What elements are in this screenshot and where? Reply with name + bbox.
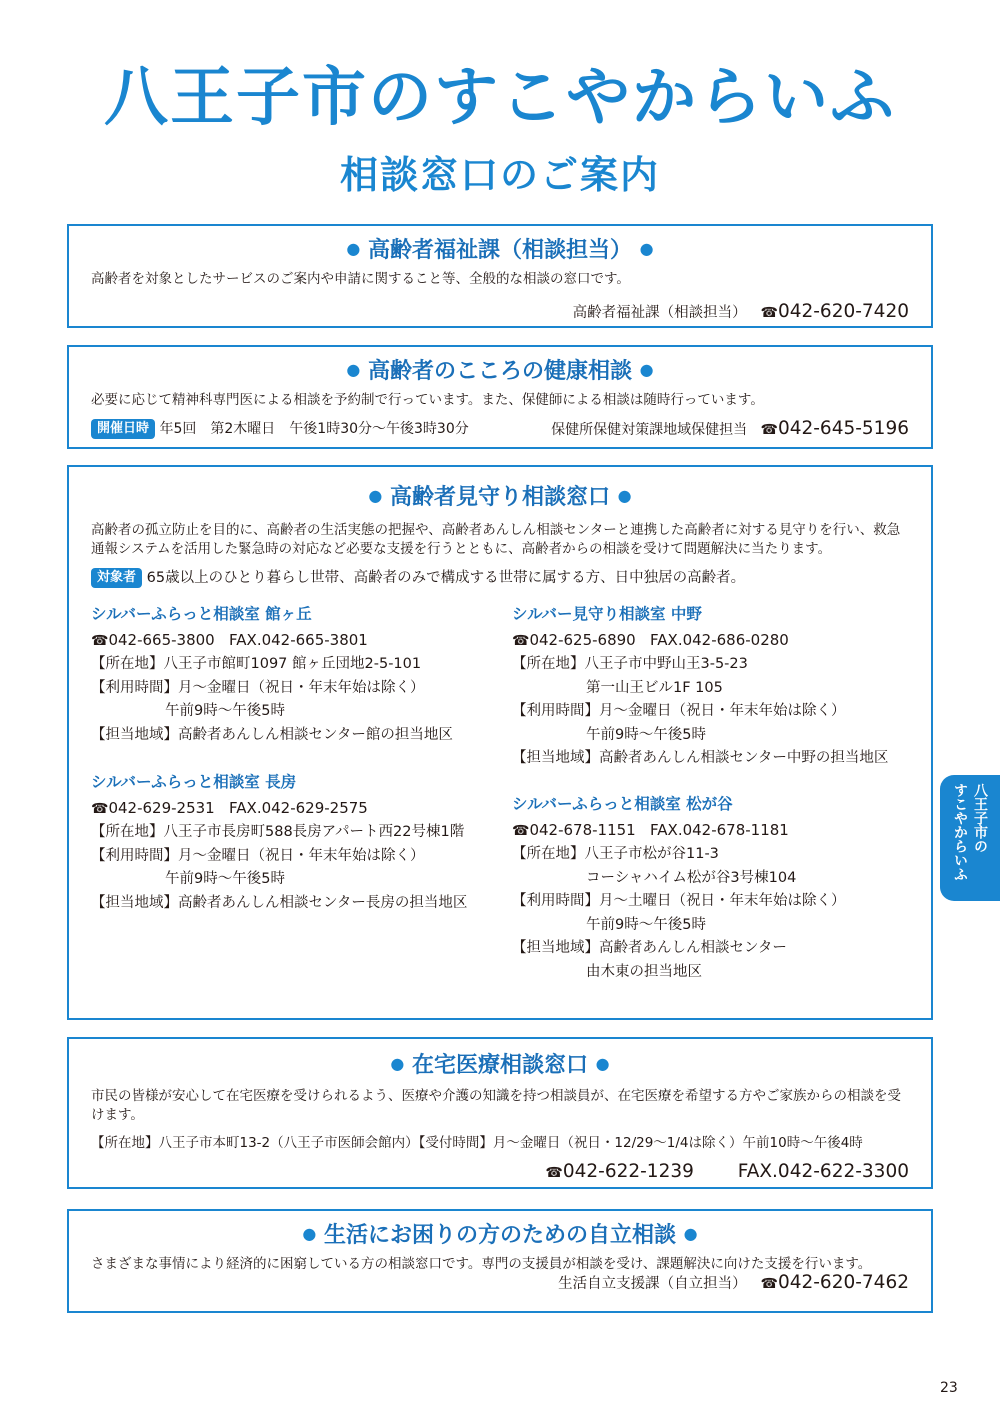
- fax-number: FAX.042-678-1181: [650, 820, 789, 839]
- target-row: [69, 567, 931, 589]
- address-label: 【所在地】: [91, 824, 164, 840]
- hours-label: 【利用時間】: [91, 847, 178, 864]
- phone-icon: ☎: [91, 800, 109, 817]
- area-label: 【担当地域】: [512, 750, 599, 766]
- box-home-medical: [67, 1037, 933, 1189]
- address-text: 八王子市中野山王3-5-23: [584, 656, 748, 672]
- office-contact: [91, 629, 511, 654]
- address-text: 第一山王ビル1F 105: [586, 679, 723, 696]
- department-name: 生活自立支援課（自立担当）: [558, 1276, 747, 1292]
- side-tab-line1: 八王子市の: [972, 783, 988, 853]
- area-text: 由木東の担当地区: [586, 963, 702, 980]
- hours-label: 【利用時間】: [512, 893, 599, 909]
- office-tategaoka: [91, 603, 511, 747]
- box-elderly-welfare: [67, 224, 933, 328]
- box-description: 市民の皆様が安心して在宅医療を受けられるよう、医療や介護の知識を持つ相談員が、在宅医療を希望する方やご家族からの相談を受けます。: [91, 1088, 901, 1123]
- box-title-text: 高齢者見守り相談窓口: [389, 485, 610, 510]
- bullet-icon: ●: [617, 486, 632, 505]
- phone-icon: ☎: [760, 1276, 778, 1292]
- box-description: 必要に応じて精神科専門医による相談を予約制で行っています。また、保健師による相談は随時行っています。: [91, 392, 764, 408]
- fax-number: FAX.042-665-3801: [229, 630, 368, 649]
- bullet-icon: ●: [346, 239, 361, 258]
- office-nagafusa: [91, 771, 511, 915]
- box-description: 高齢者を対象としたサービスのご案内や申請に関すること等、全般的な相談の窓口です。: [91, 271, 630, 287]
- phone-number: 042-622-1239: [562, 1161, 694, 1182]
- area-label: 【担当地域】: [512, 940, 599, 956]
- phone-icon: ☎: [512, 822, 530, 839]
- office-name: シルバー見守り相談室 中野: [512, 605, 702, 623]
- department-name: 高齢者福祉課（相談担当）: [572, 305, 747, 321]
- box-title: [69, 355, 931, 387]
- area-text: 高齢者あんしん相談センター館の担当地区: [178, 726, 453, 743]
- hours-text: 月～土曜日（祝日・年末年始は除く）: [599, 893, 846, 909]
- phone-icon: ☎: [760, 422, 778, 438]
- hours-label: 【利用時間】: [512, 703, 599, 719]
- side-tab-line2: すこやからいふ: [952, 783, 968, 881]
- phone-number: 042-665-3800: [108, 630, 215, 649]
- contact-info: [69, 1161, 931, 1182]
- area-text: 高齢者あんしん相談センター長房の担当地区: [178, 894, 468, 911]
- bullet-icon: ●: [595, 1054, 610, 1073]
- address-hours-row: 【所在地】八王子市本町13-2（八王子市医師会館内）【受付時間】月～金曜日（祝日・12/29～1/4は除く）午前10時～午後4時: [91, 1135, 863, 1151]
- box-description: さまざまな事情により経済的に困窮している方の相談窓口です。専門の支援員が相談を受け、課題解決に向けた支援を行います。: [91, 1256, 872, 1272]
- box-title-text: 生活にお困りの方のための自立相談: [323, 1223, 676, 1248]
- hours-label: 【利用時間】: [91, 679, 178, 696]
- phone-number: 042-629-2531: [108, 798, 215, 817]
- box-mental-health: [67, 345, 933, 449]
- schedule-row: [69, 418, 931, 439]
- box-title: [69, 1049, 931, 1081]
- contact-info: [69, 299, 931, 326]
- bullet-icon: ●: [639, 239, 654, 258]
- office-contact: [512, 819, 932, 844]
- phone-number: 042-678-1151: [529, 820, 636, 839]
- office-nakano: [512, 603, 932, 771]
- contact-info: [69, 1270, 931, 1297]
- box-title: [69, 234, 931, 266]
- target-text: 65歳以上のひとり暮らし世帯、高齢者のみで構成する世帯に属する方、日中独居の高齢者。: [146, 570, 746, 586]
- address-label: 【所在地】: [512, 846, 585, 862]
- office-matsugaya: [512, 793, 932, 984]
- target-badge: 対象者: [91, 568, 142, 588]
- office-name: シルバーふらっと相談室 長房: [91, 773, 297, 791]
- phone-number: 042-620-7420: [777, 301, 909, 322]
- box-title-text: 高齢者のこころの健康相談: [367, 359, 632, 384]
- bullet-icon: ●: [346, 360, 361, 379]
- bullet-icon: ●: [639, 360, 654, 379]
- area-label: 【担当地域】: [91, 726, 178, 743]
- hours-text: 午前9時～午後5時: [586, 916, 706, 933]
- hours-text: 月～金曜日（祝日・年末年始は除く）: [178, 847, 425, 864]
- fax-number: FAX.042-629-2575: [229, 798, 368, 817]
- page-title: 八王子市のすこやからいふ: [104, 61, 896, 135]
- hours-text: 月～金曜日（祝日・年末年始は除く）: [178, 679, 425, 696]
- phone-icon: ☎: [760, 305, 778, 321]
- bullet-icon: ●: [302, 1224, 317, 1243]
- address-label: 【所在地】: [91, 656, 164, 672]
- box-self-reliance: [67, 1209, 933, 1313]
- hours-text: 月～金曜日（祝日・年末年始は除く）: [599, 703, 846, 719]
- bullet-icon: ●: [390, 1054, 405, 1073]
- area-label: 【担当地域】: [91, 894, 178, 911]
- bullet-icon: ●: [368, 486, 383, 505]
- hours-text: 午前9時～午後5時: [165, 703, 285, 719]
- office-name: シルバーふらっと相談室 松が谷: [512, 795, 733, 813]
- office-name: シルバーふらっと相談室 館ヶ丘: [91, 605, 312, 623]
- address-label: 【所在地】: [512, 656, 585, 672]
- office-contact: [91, 797, 511, 822]
- page-number: 23: [940, 1380, 958, 1396]
- schedule-text: 年5回 第2木曜日 午後1時30分～午後3時30分: [159, 421, 469, 437]
- page-subtitle: 相談窓口のご案内: [339, 153, 660, 197]
- hours-text: 午前9時～午後5時: [165, 871, 285, 887]
- address-text: 八王子市長房町588長房アパート西22号棟1階: [163, 824, 465, 840]
- schedule-badge: 開催日時: [91, 419, 155, 439]
- address-text: 八王子市館町1097 館ヶ丘団地2-5-101: [163, 656, 422, 672]
- fax-number: FAX.042-686-0280: [650, 630, 789, 649]
- phone-number: 042-645-5196: [777, 418, 909, 439]
- hours-text: 午前9時～午後5時: [586, 726, 706, 743]
- office-contact: [512, 629, 932, 654]
- phone-number: 042-625-6890: [529, 630, 636, 649]
- area-text: 高齢者あんしん相談センター中野の担当地区: [599, 750, 889, 766]
- box-title-text: 高齢者福祉課（相談担当）: [367, 238, 632, 263]
- phone-icon: ☎: [545, 1165, 563, 1181]
- box-description: 高齢者の孤立防止を目的に、高齢者の生活実態の把握や、高齢者あんしん相談センターと連携した高齢者に対する見守りを行い、救急通報システムを活用した緊急時の対応など必要な支援を行うとともに、高齢者からの相談を受けて問題解決に当たります。: [91, 522, 901, 557]
- phone-icon: ☎: [512, 632, 530, 649]
- side-section-tab: [940, 775, 1000, 901]
- area-text: 高齢者あんしん相談センター: [599, 940, 787, 956]
- address-text: 八王子市松が谷11-3: [584, 846, 719, 862]
- bullet-icon: ●: [683, 1224, 698, 1243]
- box-title-text: 在宅医療相談窓口: [411, 1053, 588, 1078]
- box-title: [69, 481, 931, 513]
- address-text: コーシャハイム松が谷3号棟104: [586, 869, 797, 886]
- fax-number: FAX.042-622-3300: [737, 1161, 909, 1182]
- phone-icon: ☎: [91, 632, 109, 649]
- department-name: 保健所保健対策課地域保健担当: [551, 422, 748, 438]
- box-watch-consultation: [67, 465, 933, 1020]
- box-title: [69, 1219, 931, 1251]
- phone-number: 042-620-7462: [777, 1272, 909, 1293]
